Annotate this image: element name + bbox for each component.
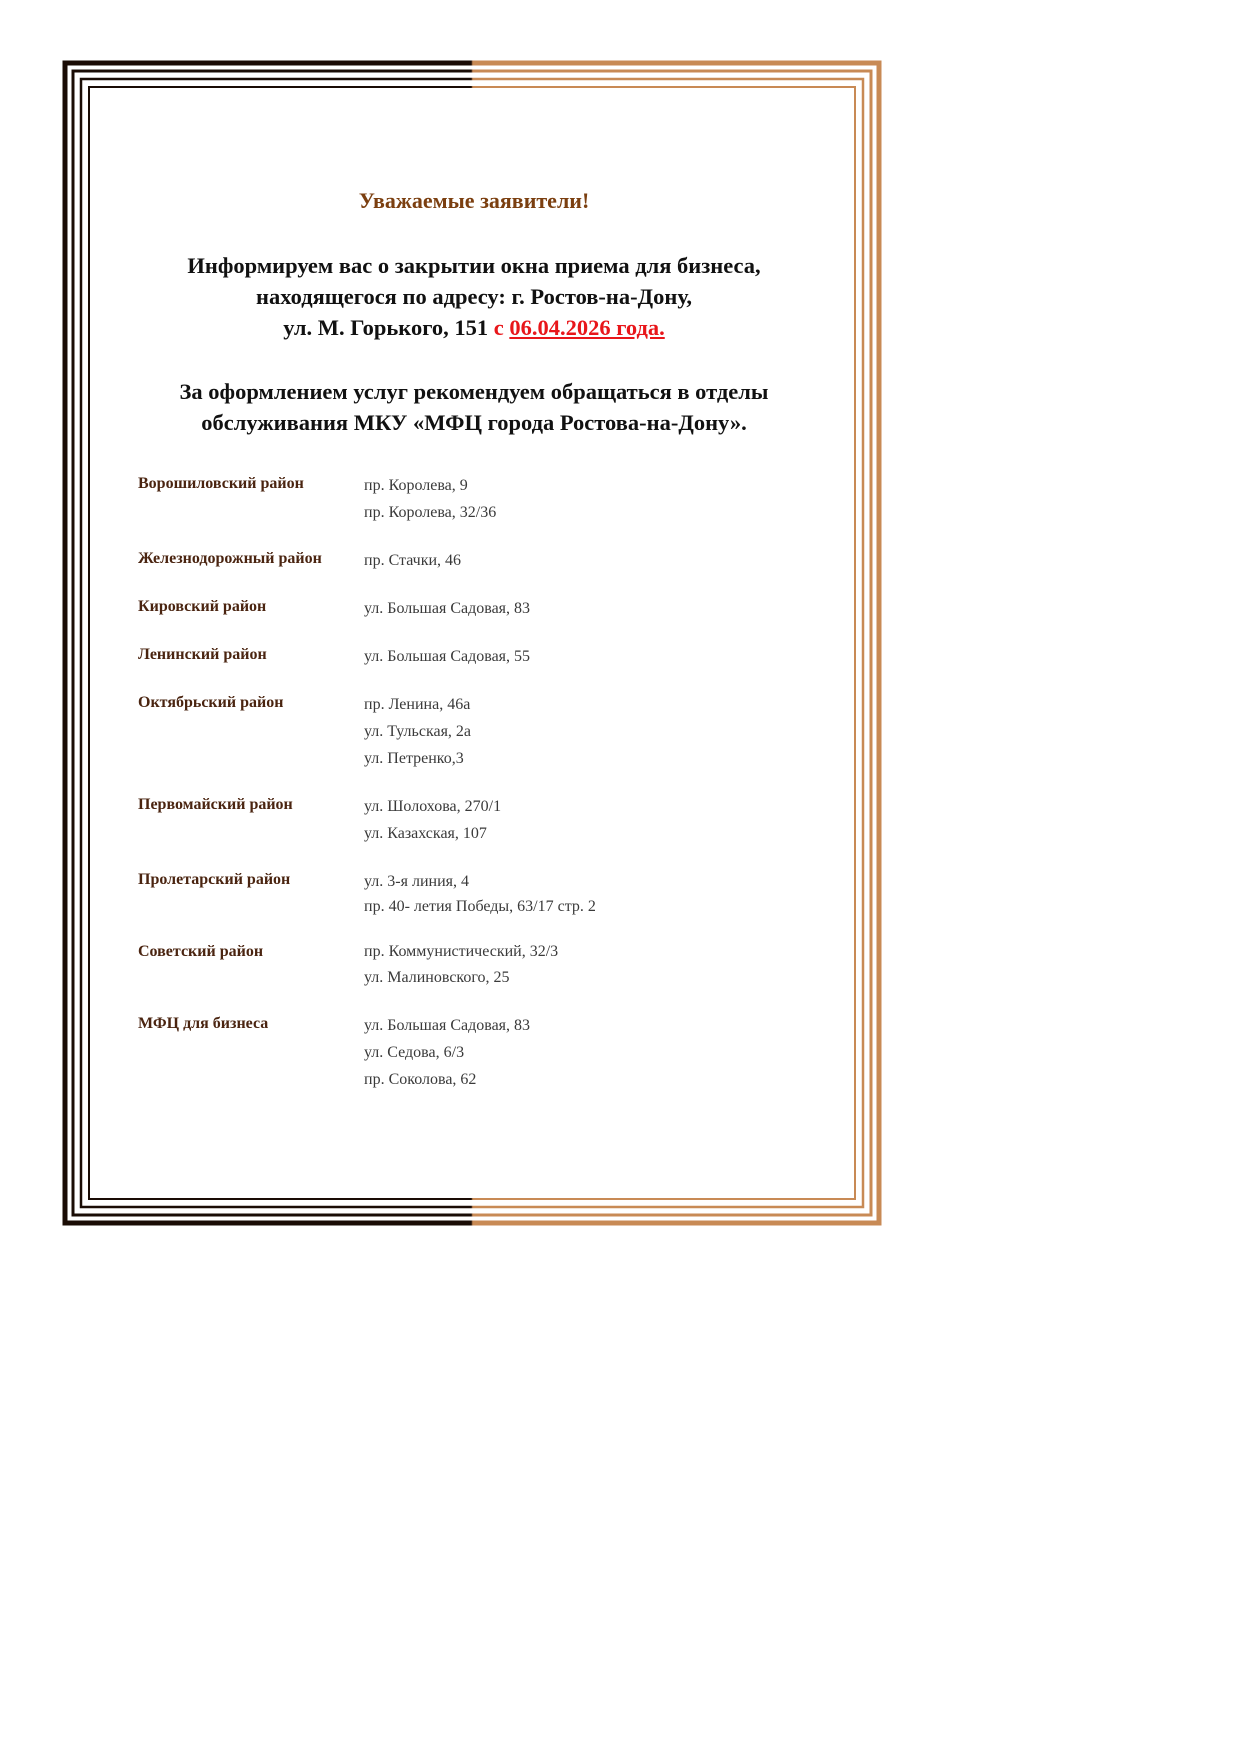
closure-from-word: с bbox=[493, 315, 504, 340]
office-address: ул. Шолохова, 270/1 bbox=[364, 798, 502, 815]
district-name: Первомайский район bbox=[138, 796, 293, 813]
recommendation bbox=[96, 376, 852, 438]
office-addresses bbox=[364, 547, 664, 574]
office-addresses bbox=[364, 472, 664, 526]
office-row bbox=[138, 868, 798, 919]
office-address: пр. Соколова, 62 bbox=[364, 1071, 477, 1088]
closure-date: 06.04.2026 года. bbox=[509, 315, 665, 340]
office-row bbox=[138, 1012, 798, 1093]
office-row bbox=[138, 793, 798, 847]
office-address: ул. Седова, 6/3 bbox=[364, 1044, 465, 1061]
office-addresses bbox=[364, 868, 664, 919]
office-row bbox=[138, 691, 798, 772]
office-address: ул. Казахская, 107 bbox=[364, 825, 487, 842]
recommendation-line: обслуживания МКУ «МФЦ города Ростова-на-Дону». bbox=[201, 410, 747, 435]
office-addresses bbox=[364, 643, 664, 670]
recommendation-line: За оформлением услуг рекомендуем обращаться в отделы bbox=[179, 379, 769, 404]
office-row bbox=[138, 643, 798, 670]
office-address: ул. Тульская, 2а bbox=[364, 723, 472, 740]
office-address: пр. Королева, 9 bbox=[364, 477, 468, 494]
district-name: Советский район bbox=[138, 943, 264, 960]
district-name: Ворошиловский район bbox=[138, 475, 304, 492]
office-address: ул. Большая Садовая, 55 bbox=[364, 648, 531, 665]
office-addresses bbox=[364, 940, 664, 991]
office-address: пр. Ленина, 46а bbox=[364, 696, 471, 713]
office-addresses bbox=[364, 691, 664, 772]
office-addresses bbox=[364, 595, 664, 622]
office-address: ул. 3-я линия, 4 bbox=[364, 873, 469, 890]
closure-info bbox=[96, 250, 852, 343]
office-row bbox=[138, 940, 798, 991]
notice-heading: Уважаемые заявители! bbox=[358, 188, 590, 213]
district-name: Железнодорожный район bbox=[138, 550, 322, 567]
office-addresses bbox=[364, 1012, 664, 1093]
closure-info-line: Информируем вас о закрытии окна приема для бизнеса, bbox=[187, 253, 761, 278]
district-name: Пролетарский район bbox=[138, 871, 291, 888]
office-row bbox=[138, 547, 798, 574]
district-name: МФЦ для бизнеса bbox=[138, 1015, 269, 1032]
offices-list bbox=[138, 472, 798, 1114]
district-name: Октябрьский район bbox=[138, 694, 284, 711]
district-name: Кировский район bbox=[138, 598, 267, 615]
closed-office-address: ул. М. Горького, 151 bbox=[283, 315, 489, 340]
office-address: ул. Малиновского, 25 bbox=[364, 969, 510, 986]
office-address: пр. 40- летия Победы, 63/17 стр. 2 bbox=[364, 898, 596, 915]
closure-info-line: находящегося по адресу: г. Ростов-на-Дону, bbox=[256, 284, 692, 309]
office-address: пр. Королева, 32/36 bbox=[364, 504, 497, 521]
office-address: ул. Большая Садовая, 83 bbox=[364, 600, 531, 617]
office-row bbox=[138, 472, 798, 526]
office-address: ул. Большая Садовая, 83 bbox=[364, 1017, 531, 1034]
closure-info-line bbox=[96, 312, 852, 343]
district-name: Ленинский район bbox=[138, 646, 267, 663]
office-address: пр. Стачки, 46 bbox=[364, 552, 462, 569]
office-row bbox=[138, 595, 798, 622]
notice bbox=[96, 100, 852, 1176]
office-addresses bbox=[364, 793, 664, 847]
office-address: пр. Коммунистический, 32/3 bbox=[364, 943, 559, 960]
office-address: ул. Петренко,3 bbox=[364, 750, 464, 767]
